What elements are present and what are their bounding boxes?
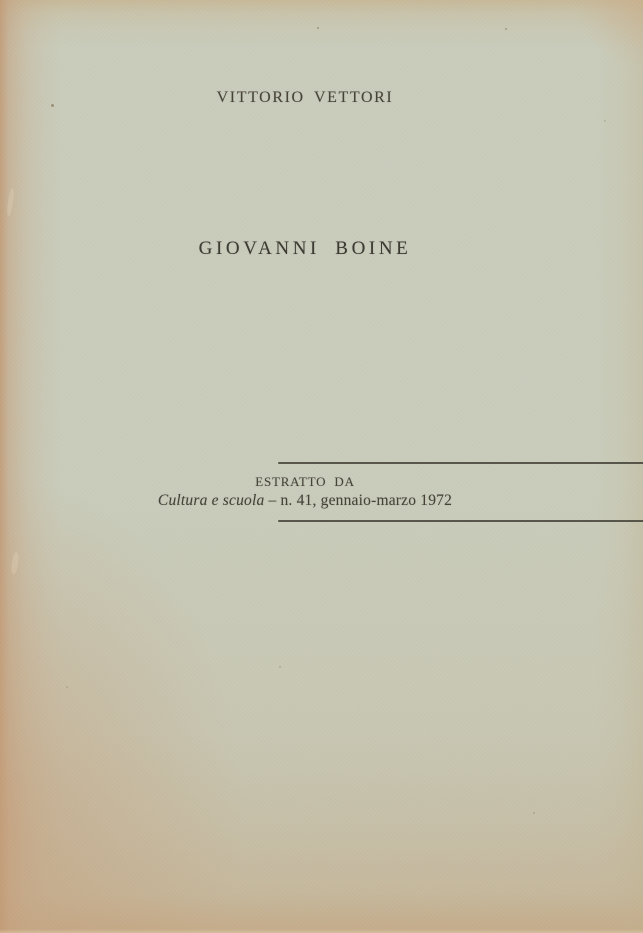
- paper-speck: [66, 686, 68, 688]
- imprint-label: ESTRATTO DA: [255, 474, 355, 489]
- paper-speck: [317, 27, 319, 29]
- imprint-line: [0, 493, 610, 509]
- journal-title: Cultura e scuola: [157, 492, 265, 509]
- paper-speck: [505, 28, 507, 30]
- paper-speck: [604, 120, 606, 122]
- document-title: GIOVANNI BOINE: [198, 238, 412, 259]
- paper-speck: [279, 666, 281, 668]
- author-name: VITTORIO VETTORI: [216, 89, 394, 106]
- imprint-divider-bottom: [278, 520, 643, 522]
- paper-speck: [51, 104, 54, 107]
- paper-speck: [533, 812, 535, 814]
- imprint-divider-top: [278, 462, 643, 464]
- imprint-detail: – n. 41, gennaio-marzo 1972: [268, 492, 453, 509]
